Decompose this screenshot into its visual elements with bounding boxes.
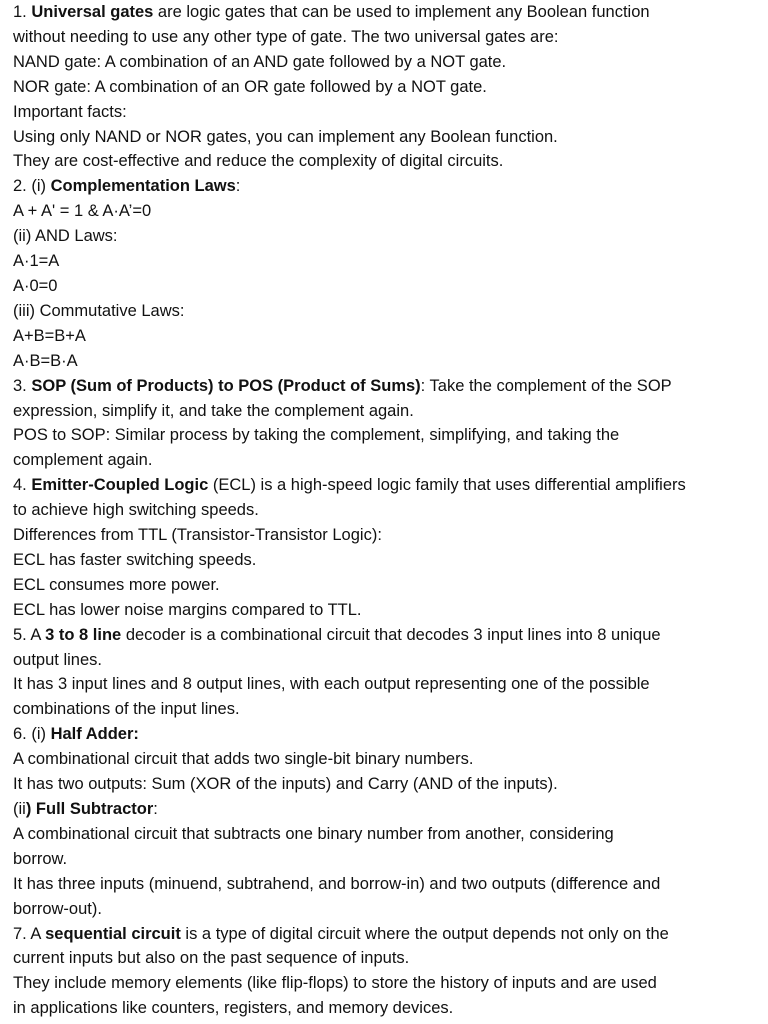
s6-half-definition: A combinational circuit that adds two single-bit binary numbers. (13, 750, 474, 769)
s3-number: 3. (13, 376, 32, 395)
s6-full-io-2: borrow-out). (13, 899, 102, 918)
s1-term: Universal gates (31, 3, 154, 21)
s3-rest: : Take the complement of the SOP (420, 376, 672, 395)
s5-detail-2: combinations of the input lines. (13, 700, 240, 719)
s3-term: SOP (Sum of Products) to POS (Product of Sums) (31, 376, 421, 395)
s6-number: 6. (i) (13, 725, 51, 744)
s7-heading-line (13, 922, 760, 947)
s6-half-outputs: It has two outputs: Sum (XOR of the inputs) and Carry (AND of the inputs). (13, 775, 558, 794)
s5-number: 5. A (13, 625, 46, 644)
s5-heading-line (13, 623, 760, 648)
s4-heading-line (13, 473, 760, 498)
s1-fact-1: Using only NAND or NOR gates, you can implement any Boolean function. (13, 127, 558, 146)
s7-continued: current inputs but also on the past sequence of inputs. (13, 949, 410, 968)
s2-and-null: A·0=0 (13, 276, 58, 295)
s6-full-definition-2: borrow. (13, 849, 68, 868)
s5-detail-1: It has 3 input lines and 8 output lines, with each output representing one of the possible (13, 675, 650, 694)
s1-fact-2: They are cost-effective and reduce the complexity of digital circuits. (13, 152, 504, 171)
s2-number: 2. (i) (13, 177, 51, 196)
s1-number: 1. (13, 3, 32, 21)
s6-sub-number: (ii (13, 800, 26, 818)
s2-and-identity: A·1=A (13, 252, 60, 271)
s1-intro-continued: without needing to use any other type of gate. The two universal gates are: (13, 27, 559, 46)
s2-colon: : (235, 177, 241, 196)
s5-term: 3 to 8 line (45, 625, 122, 644)
s2-commutative-mul: A·B=B·A (13, 351, 78, 370)
s1-facts-heading: Important facts: (13, 102, 127, 121)
s2-complement-equation: A + A' = 1 & A·A’=0 (13, 202, 152, 221)
s4-continued: to achieve high switching speeds. (13, 501, 259, 520)
s6-half-term: Half Adder: (50, 725, 139, 744)
s2-and-heading: (ii) AND Laws: (13, 227, 118, 246)
s3-pos-line-1: POS to SOP: Similar process by taking the complement, simplifying, and taking the (13, 426, 620, 445)
s6-full-io-1: It has three inputs (minuend, subtrahend, and borrow-in) and two outputs (difference and (13, 874, 661, 893)
s3-pos-line-2: complement again. (13, 451, 153, 470)
s6-half-heading (13, 722, 760, 747)
s7-term: sequential circuit (45, 924, 181, 943)
s1-intro-rest: are logic gates that can be used to implement any Boolean function (153, 3, 650, 21)
s4-difference-3: ECL has lower noise margins compared to TTL. (13, 600, 362, 619)
s7-memory-1: They include memory elements (like flip-flops) to store the history of inputs and are used (13, 974, 657, 993)
s6-full-definition-1: A combinational circuit that subtracts one binary number from another, considering (13, 824, 614, 843)
s4-difference-2: ECL consumes more power. (13, 575, 220, 594)
s2-commutative-heading: (iii) Commutative Laws: (13, 301, 185, 320)
s7-memory-2: in applications like counters, registers, and memory devices. (13, 999, 454, 1018)
s4-differences-heading: Differences from TTL (Transistor-Transistor Logic): (13, 526, 382, 545)
s4-rest: (ECL) is a high-speed logic family that uses differential amplifiers (208, 476, 686, 495)
s7-number: 7. A (13, 924, 46, 943)
s2-term: Complementation Laws (50, 177, 236, 196)
s6-full-colon: : (153, 800, 158, 818)
s4-term: Emitter-Coupled Logic (31, 476, 209, 495)
s1-nor-line: NOR gate: A combination of an OR gate followed by a NOT gate. (13, 77, 487, 96)
s2-commutative-add: A+B=B+A (13, 326, 86, 345)
s6-full-heading (13, 797, 760, 822)
s5-continued: output lines. (13, 650, 102, 669)
s1-intro-line (13, 0, 760, 25)
s6-full-term: ) Full Subtractor (25, 800, 154, 818)
s3-heading-line (13, 374, 760, 399)
s2-heading-line (13, 174, 760, 199)
s7-rest: is a type of digital circuit where the output depends not only on the (180, 924, 669, 943)
s4-number: 4. (13, 476, 32, 495)
s1-nand-line: NAND gate: A combination of an AND gate followed by a NOT gate. (13, 52, 507, 71)
s3-continued: expression, simplify it, and take the complement again. (13, 401, 414, 420)
answer-document (13, 0, 760, 1021)
s5-rest: decoder is a combinational circuit that decodes 3 input lines into 8 unique (121, 625, 661, 644)
s4-difference-1: ECL has faster switching speeds. (13, 550, 257, 569)
